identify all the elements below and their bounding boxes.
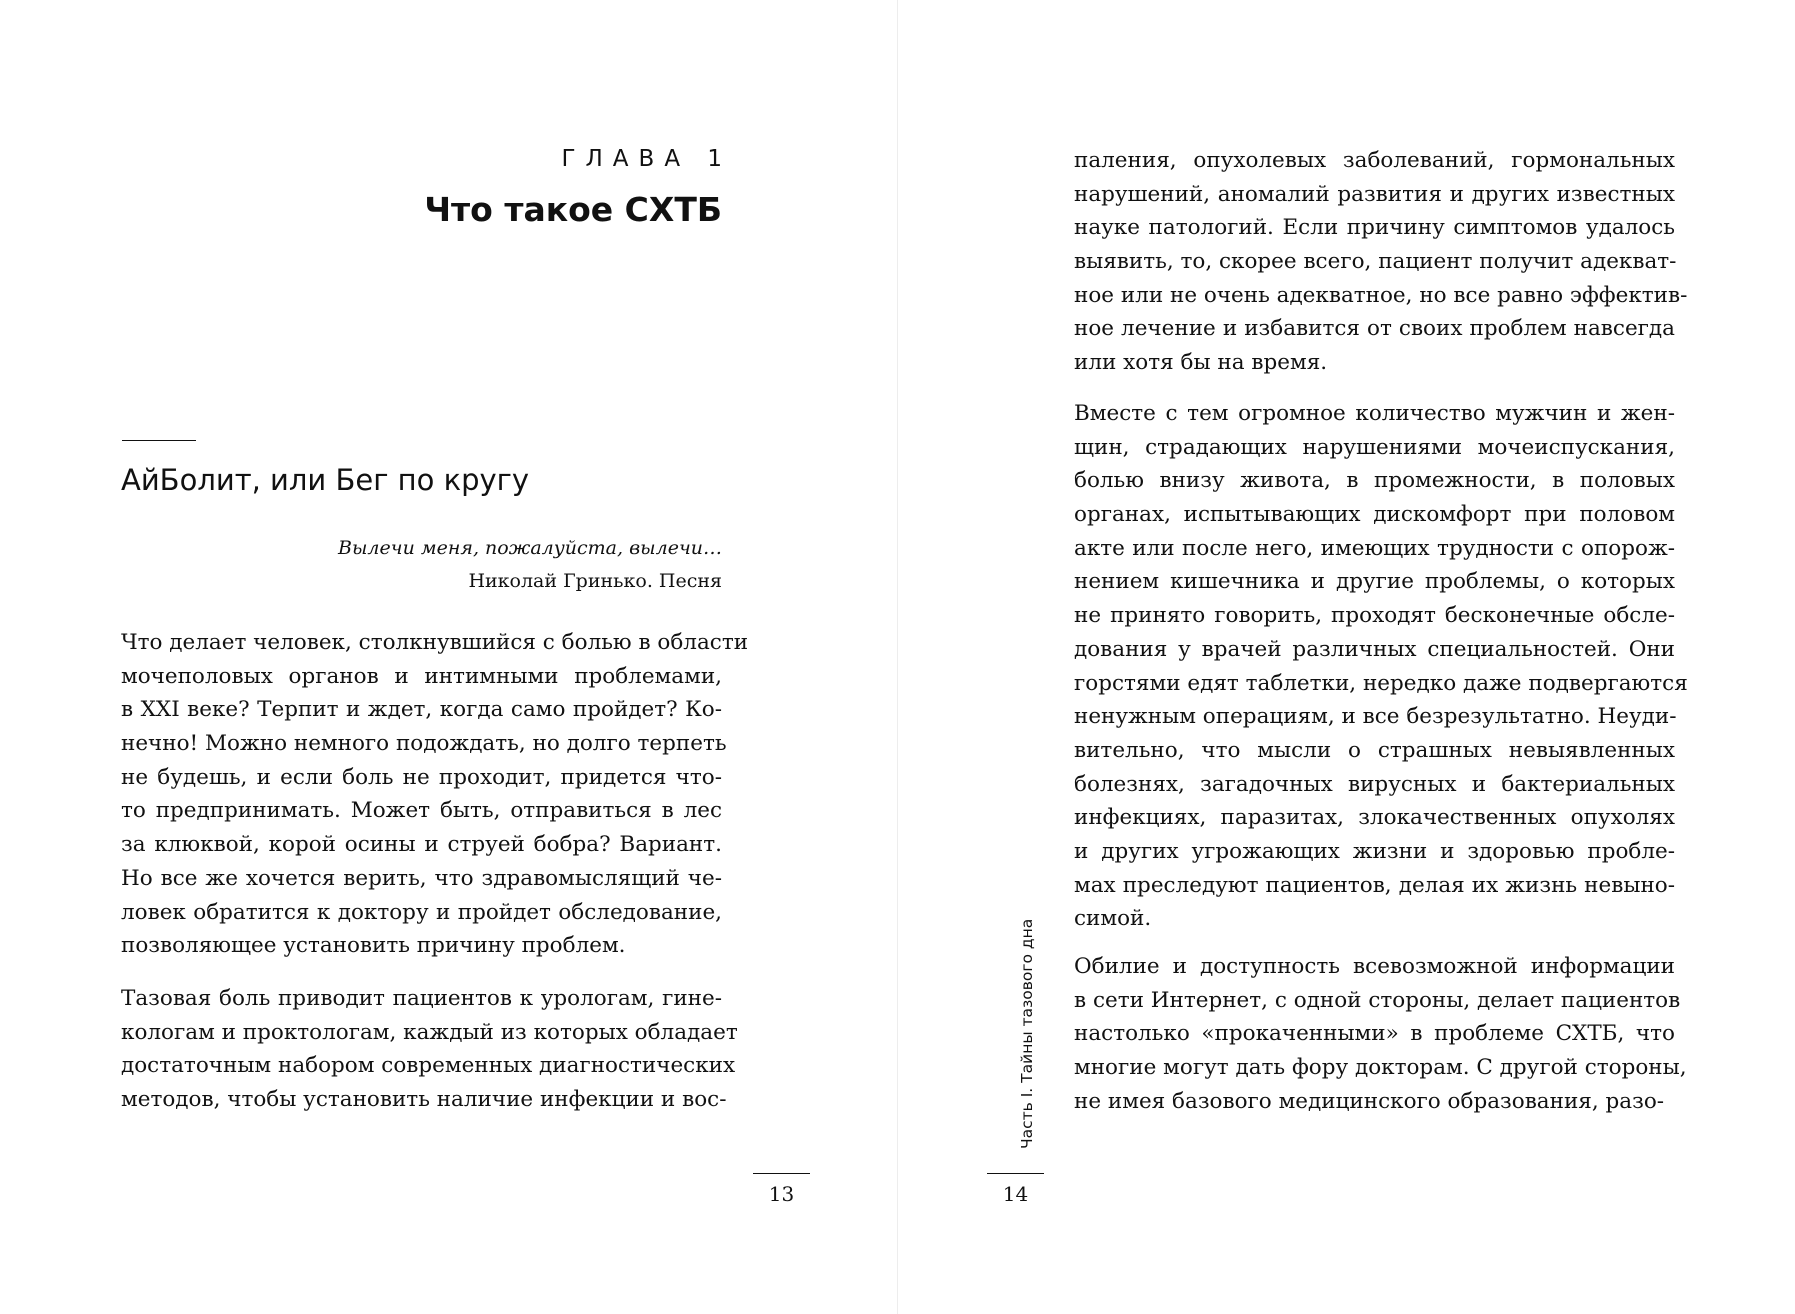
epigraph-attribution: Николай Гринько. Песня bbox=[468, 570, 722, 592]
running-head: Часть I. Тайны тазового дна bbox=[1018, 918, 1036, 1149]
paragraph bbox=[121, 982, 738, 1117]
paragraph-line: кологам и проктологам, каждый из которых обладает bbox=[121, 1019, 738, 1045]
paragraph-line: симой. bbox=[1074, 906, 1152, 932]
paragraph-line: Что делает человек, столкнувшийся с болью в области bbox=[121, 630, 749, 655]
paragraph-line: вительно, что мысли о страшных невыявленных bbox=[1074, 737, 1675, 763]
folio-rule bbox=[753, 1173, 810, 1174]
paragraph-line: настолько «прокаченными» в проблеме СХТБ, что bbox=[1074, 1021, 1675, 1047]
paragraph-line: позволяющее установить причину проблем. bbox=[121, 933, 626, 959]
paragraph-line: болезнях, загадочных вирусных и бактериальных bbox=[1074, 771, 1675, 797]
paragraph-line: науке патологий. Если причину симптомов удалось bbox=[1074, 215, 1675, 241]
paragraph-line: не имея базового медицинского образования, разо- bbox=[1074, 1088, 1665, 1114]
paragraph-line: нарушений, аномалий развития и других известных bbox=[1074, 181, 1675, 207]
chapter-title: Что такое СХТБ bbox=[424, 190, 722, 229]
paragraph-line: Но все же хочется верить, что здравомыслящий че- bbox=[121, 865, 722, 891]
paragraph-line: мах преследуют пациентов, делая их жизнь невыно- bbox=[1074, 872, 1675, 898]
paragraph-line: болью внизу живота, в промежности, в половых bbox=[1074, 468, 1675, 494]
paragraph-line: и других угрожающих жизни и здоровью пробле- bbox=[1074, 838, 1675, 864]
paragraph-line: ненужным операциям, и все безрезультатно. Неуди- bbox=[1074, 704, 1677, 730]
spread-gutter bbox=[897, 0, 898, 1314]
paragraph-line: органах, испытывающих дискомфорт при половом bbox=[1074, 502, 1675, 528]
paragraph bbox=[1074, 144, 1688, 380]
paragraph-line: ное или не очень адекватное, но все равно эффектив- bbox=[1074, 282, 1688, 308]
paragraph-line: многие могут дать фору докторам. С другой стороны, bbox=[1074, 1055, 1687, 1081]
paragraph-line: за клюквой, корой осины и струей бобра? Вариант. bbox=[121, 832, 722, 858]
page-number-right: 14 bbox=[1002, 1182, 1029, 1206]
paragraph-line: Вместе с тем огромное количество мужчин и жен- bbox=[1074, 401, 1675, 426]
paragraph-line: дования у врачей различных специальностей. Они bbox=[1074, 636, 1675, 662]
paragraph-line: в сети Интернет, с одной стороны, делает пациентов bbox=[1074, 987, 1681, 1013]
paragraph bbox=[1074, 950, 1687, 1118]
epigraph-quote: Вылечи меня, пожалуйста, вылечи… bbox=[338, 537, 722, 559]
paragraph-line: то предпринимать. Может быть, отправиться в лес bbox=[121, 798, 722, 824]
section-title: АйБолит, или Бег по кругу bbox=[121, 463, 530, 497]
paragraph-line: не будешь, и если боль не проходит, придется что- bbox=[121, 764, 722, 790]
paragraph-line: Тазовая боль приводит пациентов к урологам, гине- bbox=[121, 986, 722, 1011]
paragraph-line: методов, чтобы установить наличие инфекции и вос- bbox=[121, 1087, 727, 1113]
paragraph-line: не принято говорить, проходят бесконечные обсле- bbox=[1074, 603, 1675, 629]
paragraph-line: мочеполовых органов и интимными проблемами, bbox=[121, 663, 722, 689]
paragraph-line: в XXI веке? Терпит и ждет, когда само пройдет? Ко- bbox=[121, 697, 722, 723]
section-divider bbox=[122, 440, 196, 441]
epigraph bbox=[338, 532, 722, 598]
paragraph bbox=[121, 626, 749, 963]
paragraph-line: достаточным набором современных диагностических bbox=[121, 1053, 736, 1079]
paragraph-line: ное лечение и избавится от своих проблем навсегда bbox=[1074, 316, 1675, 342]
paragraph-line: акте или после него, имеющих трудности с опорож- bbox=[1074, 535, 1675, 561]
paragraph-line: нением кишечника и другие проблемы, о которых bbox=[1074, 569, 1675, 595]
paragraph-line: нечно! Можно немного подождать, но долго терпеть bbox=[121, 731, 727, 757]
paragraph-line: горстями едят таблетки, нередко даже подвергаются bbox=[1074, 670, 1688, 696]
paragraph-line: или хотя бы на время. bbox=[1074, 350, 1328, 376]
paragraph-line: выявить, то, скорее всего, пациент получит адекват- bbox=[1074, 249, 1677, 275]
paragraph-line: ловек обратится к доктору и пройдет обследование, bbox=[121, 899, 722, 925]
folio-rule bbox=[987, 1173, 1044, 1174]
paragraph bbox=[1074, 397, 1688, 936]
page-number-left: 13 bbox=[768, 1182, 795, 1206]
chapter-label: ГЛАВА 1 bbox=[561, 146, 732, 172]
paragraph-line: щин, страдающих нарушениями мочеиспускания, bbox=[1074, 434, 1675, 460]
paragraph-line: Обилие и доступность всевозможной информации bbox=[1074, 954, 1675, 979]
paragraph-line: инфекциях, паразитах, злокачественных опухолях bbox=[1074, 805, 1675, 831]
paragraph-line: паления, опухолевых заболеваний, гормональных bbox=[1074, 148, 1675, 173]
